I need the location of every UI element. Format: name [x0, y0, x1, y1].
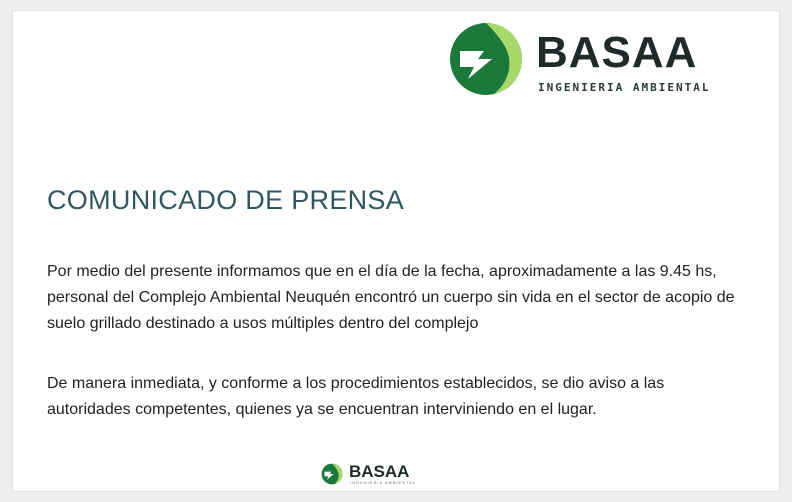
brand-tagline: INGENIERIA AMBIENTAL	[538, 81, 711, 94]
paragraph-2: De manera inmediata, y conforme a los procedimientos establecidos, se dio aviso a las autoridades competentes, quienes ya se encuentran interviniendo en el lugar.	[47, 375, 665, 418]
footer-brand-tagline: INGENIERIA AMBIENTAL	[350, 480, 417, 485]
header-logo	[448, 21, 748, 101]
document-page	[12, 10, 780, 492]
basaa-logo-icon	[448, 21, 524, 97]
footer-logo	[321, 461, 431, 487]
basaa-logo-icon	[321, 463, 343, 485]
footer-brand-name: BASAA	[349, 462, 410, 481]
brand-name: BASAA	[536, 28, 698, 77]
page-title: COMUNICADO DE PRENSA	[47, 185, 405, 215]
paragraph-1: Por medio del presente informamos que en el día de la fecha, aproximadamente a las 9.45 hs, personal del Complejo Ambiental Neuquén encontró un cuerpo sin vida en el sector de acopio de suelo grillado destinado a usos múltiples dentro del complejo	[47, 263, 735, 332]
